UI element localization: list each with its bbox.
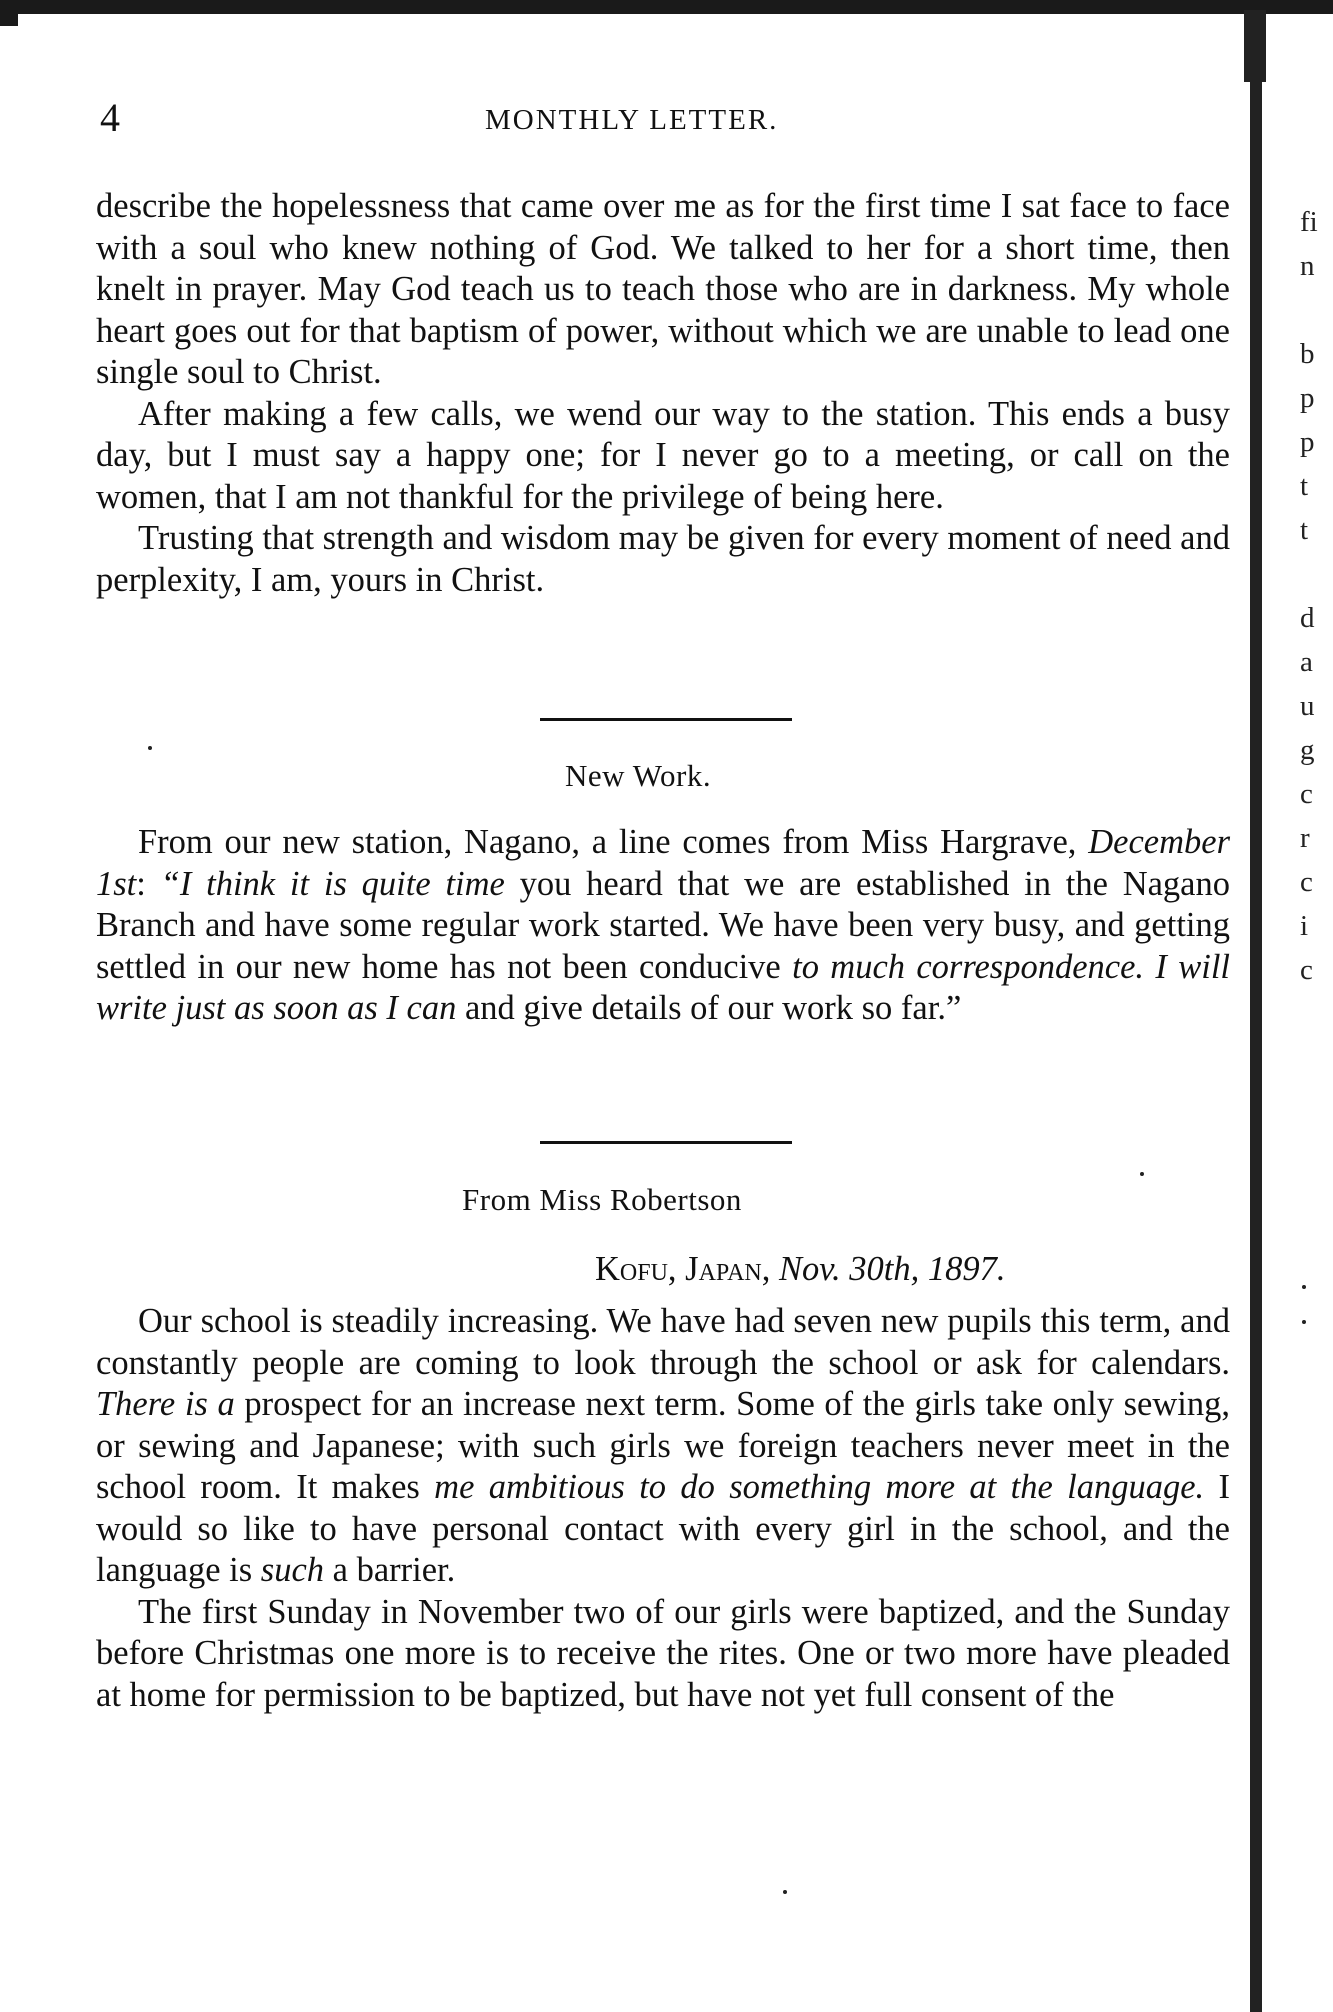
opening-section xyxy=(96,186,1230,601)
margin-fragment: c xyxy=(1300,778,1313,810)
margin-fragment: p xyxy=(1300,426,1315,458)
robertson-p1-italic-2: me ambitious to do something more at the language. xyxy=(434,1468,1205,1506)
new-work-date: December 1st xyxy=(96,823,1230,903)
margin-fragment: b xyxy=(1300,338,1315,370)
margin-fragment xyxy=(1300,552,1333,596)
section-divider-1 xyxy=(540,718,792,721)
new-work-paragraph xyxy=(96,822,1230,1030)
new-work-quote-italic-1: “I think it is quite time xyxy=(160,864,505,903)
robertson-p1-d: a barrier. xyxy=(324,1551,456,1589)
dateline-date: Nov. 30th, 1897. xyxy=(779,1250,1006,1288)
margin-fragment: c xyxy=(1300,954,1313,986)
margin-fragment: t xyxy=(1300,470,1309,502)
robertson-p1-a: Our school is steadily increasing. We have had seven new pupils this term, and constantly people are coming to look through the school or ask for calendars. xyxy=(96,1302,1230,1382)
print-speck xyxy=(1140,1172,1144,1176)
new-work-section xyxy=(96,822,1230,1030)
robertson-p1-b: prospect for an increase next term. Some of the girls take only sewing, or sewing and Japanese; with such girls we foreign teachers never meet in the school room. It makes xyxy=(96,1385,1230,1506)
print-speck xyxy=(783,1890,787,1894)
robertson-p1-italic-1: There is a xyxy=(96,1385,235,1423)
new-work-intro: From our new station, Nagano, a line comes from Miss Hargrave, xyxy=(138,823,1089,861)
print-speck xyxy=(1302,1320,1306,1324)
print-speck xyxy=(1302,1285,1306,1289)
opening-paragraph-3: Trusting that strength and wisdom may be given for every moment of need and perplexity, I am, yours in Christ. xyxy=(96,519,1230,599)
page-edge-shadow xyxy=(1250,40,1262,2012)
margin-fragment: t xyxy=(1300,514,1309,546)
new-work-quote-roman-2: and give details of our work so far.” xyxy=(456,989,962,1027)
margin-fragment: fi xyxy=(1300,206,1318,238)
facing-page-fragments xyxy=(1300,200,1333,992)
new-work-quote-roman-1: you heard that we are established in the Nagano Branch and have some regular work started. We have been very busy, and getting settled in our new home has not been conducive xyxy=(96,864,1230,986)
margin-fragment: c xyxy=(1300,866,1313,898)
robertson-paragraph-1 xyxy=(96,1301,1230,1592)
opening-paragraph-2: After making a few calls, we wend our way to the station. This ends a busy day, but I must say a happy one; for I never go to a meeting, or call on the women, that I am not thankful for the privilege of being here. xyxy=(96,394,1230,516)
robertson-title: From Miss Robertson xyxy=(462,1182,742,1217)
robertson-p1-c: I would so like to have personal contact with every girl in the school, and the language is xyxy=(96,1468,1230,1589)
top-rule xyxy=(0,0,1333,14)
new-work-colon: : xyxy=(136,864,161,903)
margin-fragment: d xyxy=(1300,602,1315,634)
opening-paragraph-1: describe the hopelessness that came over me as for the first time I sat face to face with a soul who knew nothing of God. We talked to her for a short time, then knelt in prayer. May God teach us to teach those who are in darkness. My whole heart goes out for that baptism of power, without which we are unable to lead one single soul to Christ. xyxy=(96,187,1230,391)
robertson-p1-italic-3: such xyxy=(260,1551,325,1589)
section-divider-2 xyxy=(540,1141,792,1144)
robertson-paragraph-2: The first Sunday in November two of our girls were baptized, and the Sunday before Christmas one more is to receive the rites. One or two more have pleaded at home for permission to be baptized, but have not yet full consent of the xyxy=(96,1592,1230,1714)
new-work-title: New Work. xyxy=(565,758,712,793)
running-head: MONTHLY LETTER. xyxy=(485,104,779,136)
print-speck xyxy=(148,746,152,750)
margin-fragment: r xyxy=(1300,822,1310,854)
new-work-quote-italic-2: to much correspondence. I will write just as soon as I can xyxy=(96,947,1230,1027)
robertson-section xyxy=(96,1301,1230,1716)
dateline-place: Kofu, Japan, xyxy=(595,1250,771,1288)
margin-fragment: p xyxy=(1300,382,1315,414)
top-rule-corner xyxy=(0,0,18,26)
margin-fragment: g xyxy=(1300,734,1315,766)
margin-fragment xyxy=(1300,288,1333,332)
margin-fragment: a xyxy=(1300,646,1313,678)
page-number: 4 xyxy=(100,95,120,140)
margin-fragment: i xyxy=(1300,910,1309,942)
robertson-dateline xyxy=(595,1250,1005,1289)
margin-fragment: n xyxy=(1300,250,1315,282)
margin-fragment: u xyxy=(1300,690,1315,722)
